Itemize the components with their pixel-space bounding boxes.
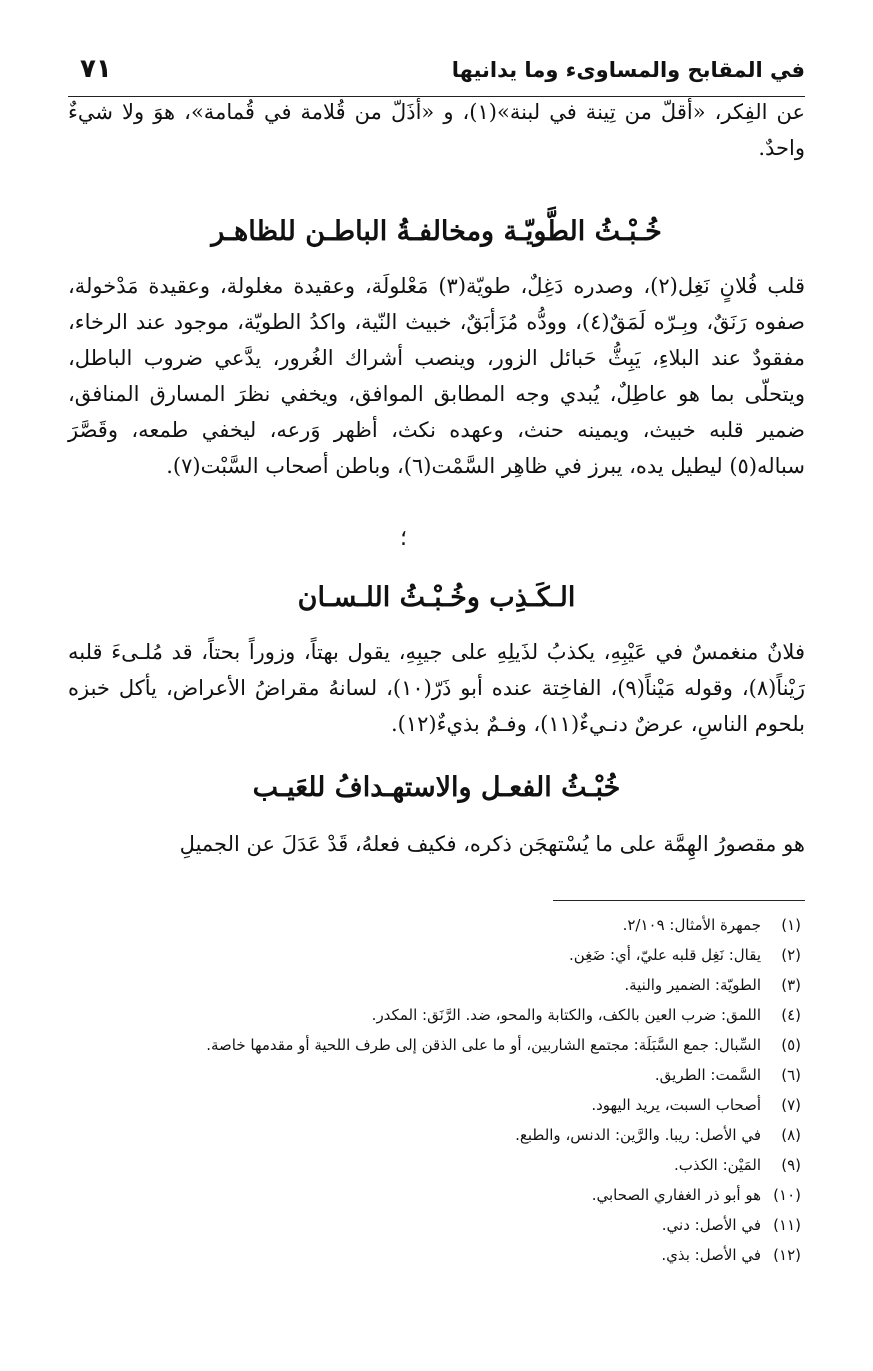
footnote-item (60, 1120, 801, 1150)
footnote-number: (١١) (773, 1216, 801, 1234)
footnote-item (60, 910, 801, 940)
footnote-item (60, 1210, 801, 1240)
footnote-text: السَّمت: الطريق. (654, 1066, 761, 1084)
page-number: ٧١ (80, 54, 112, 84)
intro-paragraph: عن الفِكر، «أقلّ من تِينة في لبنة»(١)، و «أذَلّ من قُلامة في قُمامة»، هوَ ولا شيءٌ واحدٌ. (68, 100, 806, 160)
footnote-number: (٧) (781, 1096, 801, 1114)
footnote-text: السِّبال: جمع السَّبَلَة: مجتمع الشاربين، أو ما على الذقن إلى طرف اللحية أو مقدمها خاصة. (206, 1036, 761, 1054)
footnote-text: جمهرة الأمثال: ٢/١٠٩. (622, 916, 761, 934)
footnote-item (60, 1090, 801, 1120)
page-header (68, 52, 805, 97)
footnote-separator (553, 900, 805, 901)
section-paragraph-3: هو مقصورُ الهِمَّة على ما يُسْتهجَن ذكره، فكيف فعلهُ، قَدْ عَدَلَ عن الجميلِ (179, 832, 805, 856)
footnote-item (60, 1150, 801, 1180)
footnote-number: (٥) (781, 1036, 801, 1054)
footnotes-list (60, 910, 801, 1270)
footnote-number: (٨) (781, 1126, 801, 1144)
footnote-number: (٤) (781, 1006, 801, 1024)
footnote-item (60, 1180, 801, 1210)
footnote-text: اللمق: ضرب العين بالكف، والكتابة والمحو، ضد. الرَّنَق: المكدر. (371, 1006, 761, 1024)
footnote-number: (٩) (781, 1156, 801, 1174)
footnote-number: (٦) (781, 1066, 801, 1084)
footnote-text: يقال: نَغِل قلبه عليّ، أي: ضَغِن. (569, 946, 761, 964)
footnote-number: (١٢) (773, 1246, 801, 1264)
section-paragraph-1: قلب فُلانٍ نَغِل(٢)، وصدره دَغِلٌ، طويّة(٣) مَعْلولَة، وعقيدة مغلولة، وعقيدة مَدْخولة، صفوه رَنَقٌ، وبِـرّه لَمَقٌ(٤)، وودُّه مُزَأبَقٌ، خبيث النّية، واكدُ الطويّة، موجود عند الرخاء، مفقودٌ عند البلاءِ، يَبِثُّ حَبائل الزور، وينصب أشراك الغُرور، يدَّعي ضروب الباطل، ويتحلّى بما هو عاطِلٌ، يُبدي وجه المطابق الموافق، ويخفي نظرَ المسارق المنافق، ضمير قلبه خبيث، ويمينه حنث، وعهده نكث، أظهر وَرعه، ليخفي طمعه، وقَصَّرَ سباله(٥) ليطيل يده، يبرز في ظاهِر السَّمْت(٦)، وباطن أصحاب السَّبْت(٧). (68, 274, 805, 478)
section-paragraph-2: فلانٌ منغمسٌ في عَيْبِهِ، يكذبُ لذَيلِهِ على جيبِهِ، يقول بهتاً، وزوراً بحتاً، قد مُلـىءَ قلبه رَيْناً(٨)، وقوله مَيْناً(٩)، الفاخِتة عنده أبو ذَرّ(١٠)، لسانهُ مقراضُ الأعراض، يأكل خبزه بلحوم الناسِ، عرضٌ دنـيءٌ(١١)، وفـمٌ بذيءٌ(١٢). (68, 640, 806, 736)
running-title: في المقابح والمساوىء وما يدانيها (451, 58, 805, 82)
footnote-text: في الأصل: دني. (661, 1216, 761, 1234)
footnote-item (60, 1000, 801, 1030)
footnote-text: أصحاب السبت، يريد اليهود. (591, 1096, 761, 1114)
footnote-text: في الأصل: ريبا. والرَّين: الدنس، والطبع. (515, 1126, 761, 1144)
footnote-text: الطويّة: الضمير والنية. (624, 976, 761, 994)
footnote-item (60, 940, 801, 970)
footnote-item (60, 1060, 801, 1090)
footnote-number: (٢) (781, 946, 801, 964)
section-heading-3: خُبْـثُ الفعـل والاستهـدافُ للعَيـب (252, 772, 621, 803)
footnote-item (60, 970, 801, 1000)
footnote-number: (٣) (781, 976, 801, 994)
section-heading-2: الـكَـذِب وخُـبْـثُ اللـسـان (297, 582, 576, 613)
footnote-item (60, 1030, 801, 1060)
footnote-text: في الأصل: بذي. (661, 1246, 761, 1264)
stray-mark: ؛ (400, 526, 407, 551)
footnote-text: المَيْن: الكذب. (674, 1156, 761, 1174)
section-heading-1: خُـبْـثُ الطَّويّـة ومخالفـةُ الباطـن للظاهـر (211, 216, 662, 247)
footnote-number: (١٠) (773, 1186, 801, 1204)
footnote-text: هو أبو ذر الغفاري الصحابي. (591, 1186, 761, 1204)
footnote-item (60, 1240, 801, 1270)
footnote-number: (١) (781, 916, 801, 934)
